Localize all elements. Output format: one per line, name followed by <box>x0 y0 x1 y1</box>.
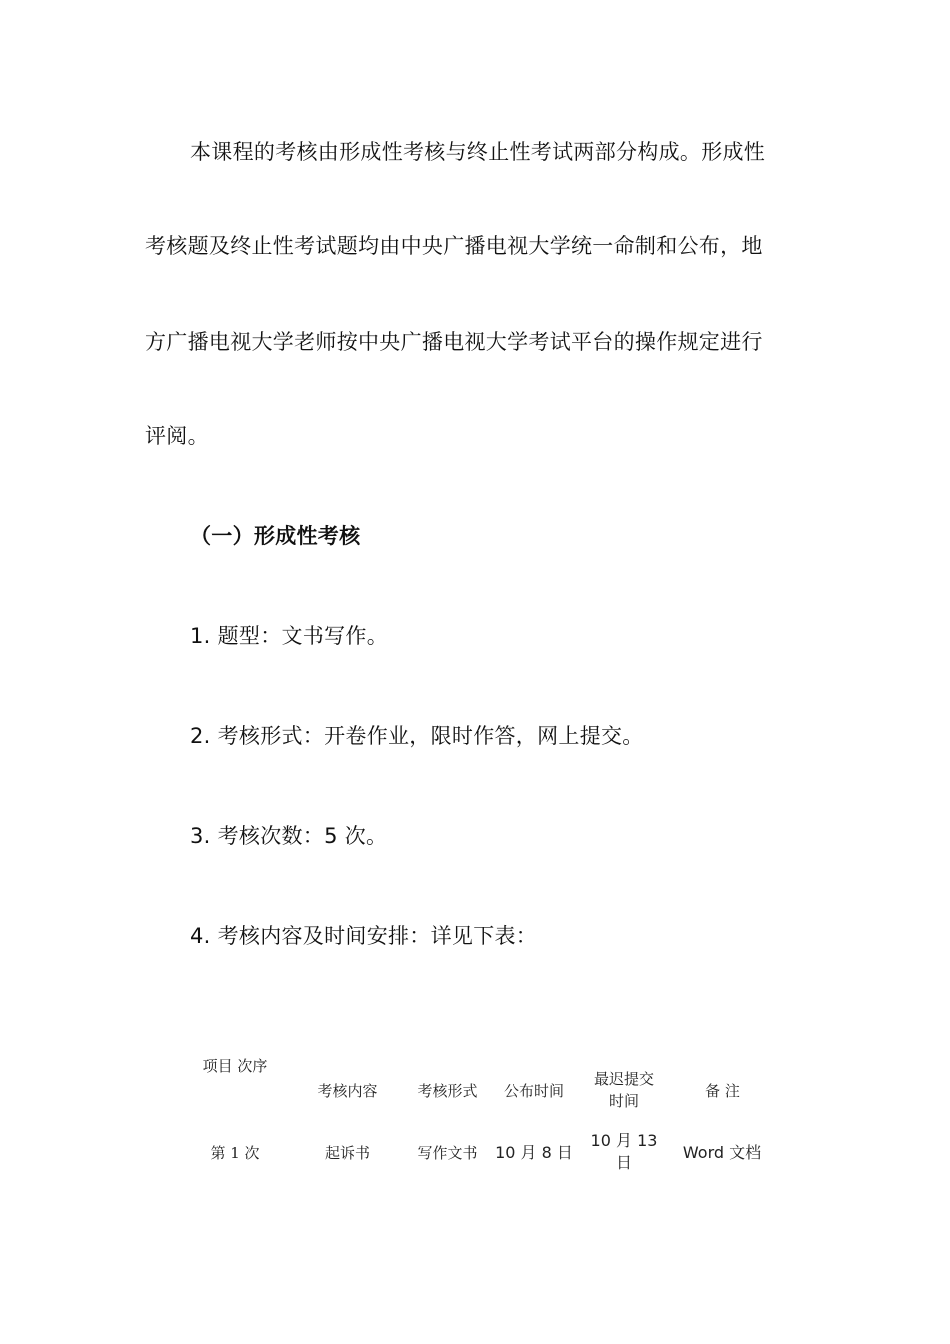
paragraph-line-2: 考核题及终止性考试题均由中央广播电视大学统一命制和公布，地 <box>145 234 763 258</box>
list-item-2: 2. 考核形式：开卷作业，限时作答，网上提交。 <box>190 724 644 748</box>
table-header-form: 考核形式 <box>417 1082 478 1100</box>
list-item-1: 1. 题型：文书写作。 <box>190 624 389 648</box>
table-header-content: 考核内容 <box>317 1082 378 1100</box>
table-row-1-form: 写作文书 <box>417 1144 478 1162</box>
table-row-1-note: Word 文档 <box>682 1143 762 1162</box>
table-row-1-order: 第 1 次 <box>210 1144 260 1162</box>
table-row-1-deadline <box>580 1130 668 1174</box>
paragraph-line-3: 方广播电视大学老师按中央广播电视大学考试平台的操作规定进行 <box>145 330 763 354</box>
table-header-deadline <box>580 1068 668 1112</box>
table-header-publish: 公布时间 <box>503 1082 564 1100</box>
table-header-order: 项目 次序 <box>202 1057 268 1075</box>
table-row-1-deadline-line2: 日 <box>615 1153 632 1172</box>
list-item-3: 3. 考核次数：5 次。 <box>190 824 388 848</box>
table-row-1-publish: 10 月 8 日 <box>495 1143 573 1162</box>
section-heading: （一）形成性考核 <box>190 524 361 548</box>
table-header-deadline-line1: 最迟提交 <box>593 1070 654 1088</box>
table-row-1-content: 起诉书 <box>324 1144 370 1162</box>
paragraph-line-4: 评阅。 <box>145 424 209 448</box>
table-header-note: 备 注 <box>705 1082 740 1100</box>
paragraph-line-1: 本课程的考核由形成性考核与终止性考试两部分构成。形成性 <box>190 140 766 164</box>
table-header-deadline-line2: 时间 <box>608 1092 639 1110</box>
table-row-1-deadline-line1: 10 月 13 <box>590 1131 658 1150</box>
list-item-4: 4. 考核内容及时间安排：详见下表： <box>190 924 538 948</box>
